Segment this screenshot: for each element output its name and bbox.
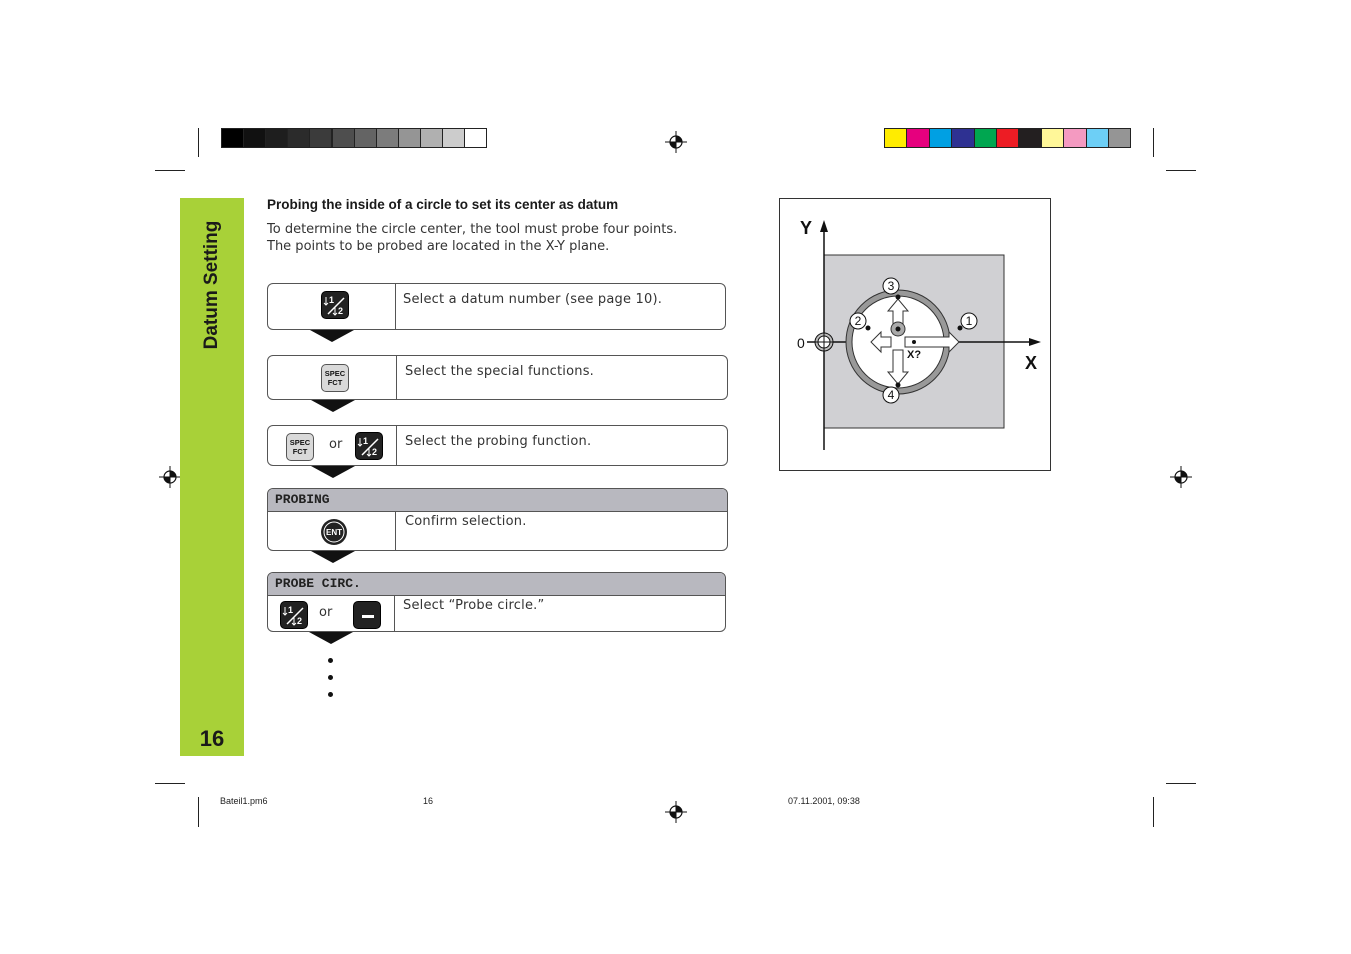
y-axis-label: Y bbox=[800, 218, 813, 238]
step-box bbox=[267, 355, 728, 400]
datum-key-top: 1 bbox=[288, 605, 294, 615]
crop-mark bbox=[1166, 170, 1196, 171]
datum-key-bottom: 2 bbox=[297, 616, 303, 626]
origin-label: 0 bbox=[797, 335, 805, 351]
point-marker-3 bbox=[883, 278, 899, 294]
calibration-swatch bbox=[951, 128, 974, 148]
ent-key-icon[interactable] bbox=[320, 518, 348, 546]
point-marker-1 bbox=[961, 313, 977, 329]
calibration-swatch bbox=[398, 128, 421, 148]
step-box bbox=[267, 572, 726, 632]
step-instruction: Select a datum number (see page 10). bbox=[403, 292, 663, 307]
flow-arrow-icon bbox=[311, 400, 355, 412]
datum-arrows-icon bbox=[356, 433, 384, 461]
step-box bbox=[267, 283, 726, 330]
continuation-dot bbox=[328, 692, 333, 697]
calibration-swatch bbox=[309, 128, 332, 148]
intro-line: The points to be probed are located in the X-Y plane. bbox=[267, 239, 610, 254]
fct-key-label: FCT bbox=[327, 378, 343, 387]
center-point bbox=[912, 340, 916, 344]
svg-text:4: 4 bbox=[887, 388, 895, 402]
or-label: or bbox=[319, 605, 333, 620]
calibration-swatch bbox=[974, 128, 997, 148]
step-divider bbox=[396, 426, 397, 465]
page-heading: Probing the inside of a circle to set its center as datum bbox=[267, 197, 619, 212]
datum-key-icon[interactable] bbox=[321, 291, 349, 319]
crop-mark bbox=[1153, 128, 1154, 157]
spec-key-label: SPEC bbox=[324, 369, 346, 378]
section-tab-label: Datum Setting bbox=[201, 220, 222, 350]
display-header bbox=[268, 489, 727, 512]
crop-mark bbox=[198, 128, 199, 157]
page-number: 16 bbox=[199, 726, 225, 751]
continuation-dot bbox=[328, 658, 333, 663]
datum-key-icon[interactable] bbox=[355, 432, 383, 460]
crop-mark bbox=[198, 797, 199, 827]
step-instruction: Confirm selection. bbox=[405, 514, 527, 529]
datum-key-icon[interactable] bbox=[280, 601, 308, 629]
calibration-swatch bbox=[884, 128, 907, 148]
registration-mark-icon bbox=[1170, 466, 1192, 488]
flow-arrow-icon bbox=[310, 330, 354, 342]
probe-label: X? bbox=[907, 349, 922, 361]
calibration-swatch bbox=[1063, 128, 1086, 148]
calibration-swatch bbox=[243, 128, 266, 148]
flow-arrow-icon bbox=[309, 632, 353, 644]
flow-arrow-icon bbox=[311, 466, 355, 478]
calibration-swatch bbox=[420, 128, 443, 148]
x-axis-label: X bbox=[1025, 353, 1038, 373]
continuation-dot bbox=[328, 675, 333, 680]
section-tab-title bbox=[195, 210, 229, 360]
footer-page: 16 bbox=[423, 796, 434, 806]
footer-date: 07.11.2001, 09:38 bbox=[788, 796, 860, 806]
step-box bbox=[267, 488, 728, 551]
footer-file: Bateil1.pm6 bbox=[220, 796, 268, 806]
calibration-swatch bbox=[1041, 128, 1064, 148]
spec-key-label: SPEC bbox=[289, 438, 311, 447]
flow-arrow-icon bbox=[311, 551, 355, 563]
calibration-swatch bbox=[1108, 128, 1131, 148]
step-divider bbox=[395, 511, 396, 550]
calibration-swatch bbox=[906, 128, 929, 148]
intro-line: To determine the circle center, the tool must probe four points. bbox=[267, 222, 678, 237]
registration-mark-icon bbox=[159, 466, 181, 488]
display-text: PROBE CIRC. bbox=[275, 576, 361, 591]
step-instruction: Select the probing function. bbox=[405, 434, 592, 449]
calibration-swatch bbox=[1018, 128, 1041, 148]
calibration-swatch bbox=[442, 128, 465, 148]
datum-key-top: 1 bbox=[363, 436, 369, 446]
spec-fct-key[interactable] bbox=[321, 364, 349, 392]
fct-key-label: FCT bbox=[292, 447, 308, 456]
datum-key-top: 1 bbox=[329, 295, 335, 305]
probing-figure bbox=[779, 198, 1051, 471]
calibration-swatch bbox=[332, 128, 355, 148]
datum-key-bottom: 2 bbox=[338, 306, 344, 316]
calibration-swatch bbox=[221, 128, 244, 148]
ent-key-label: ENT bbox=[326, 528, 342, 537]
intro-text bbox=[267, 221, 677, 255]
step-instruction: Select the special functions. bbox=[405, 364, 595, 379]
calibration-swatch bbox=[996, 128, 1019, 148]
crop-mark bbox=[155, 170, 185, 171]
crop-mark bbox=[1153, 797, 1154, 827]
step-box bbox=[267, 425, 728, 466]
spec-fct-key[interactable] bbox=[286, 433, 314, 461]
calibration-swatch bbox=[1086, 128, 1109, 148]
point-marker-2 bbox=[850, 313, 866, 329]
registration-mark-icon bbox=[665, 801, 687, 823]
calibration-swatch bbox=[464, 128, 487, 148]
step-instruction: Select “Probe circle.” bbox=[403, 598, 545, 613]
svg-text:1: 1 bbox=[965, 314, 973, 328]
datum-arrows-icon bbox=[322, 292, 350, 320]
step-divider bbox=[396, 356, 397, 399]
calibration-swatch bbox=[287, 128, 310, 148]
datum-key-bottom: 2 bbox=[372, 447, 378, 457]
display-header bbox=[268, 573, 725, 596]
svg-text:2: 2 bbox=[854, 314, 862, 328]
or-label: or bbox=[329, 437, 343, 452]
point-marker-4 bbox=[883, 387, 899, 403]
minus-key-icon[interactable] bbox=[353, 601, 381, 629]
registration-mark-icon bbox=[665, 131, 687, 153]
datum-origin-icon bbox=[815, 333, 833, 351]
step-divider bbox=[394, 595, 395, 631]
crop-mark bbox=[155, 783, 185, 784]
calibration-swatch bbox=[929, 128, 952, 148]
svg-text:3: 3 bbox=[887, 279, 895, 293]
calibration-swatch bbox=[354, 128, 377, 148]
display-text: PROBING bbox=[275, 492, 330, 507]
calibration-swatch bbox=[265, 128, 288, 148]
crop-mark bbox=[1166, 783, 1196, 784]
calibration-swatch bbox=[376, 128, 399, 148]
datum-arrows-icon bbox=[281, 602, 309, 630]
step-divider bbox=[395, 284, 396, 329]
minus-bar bbox=[362, 615, 374, 618]
